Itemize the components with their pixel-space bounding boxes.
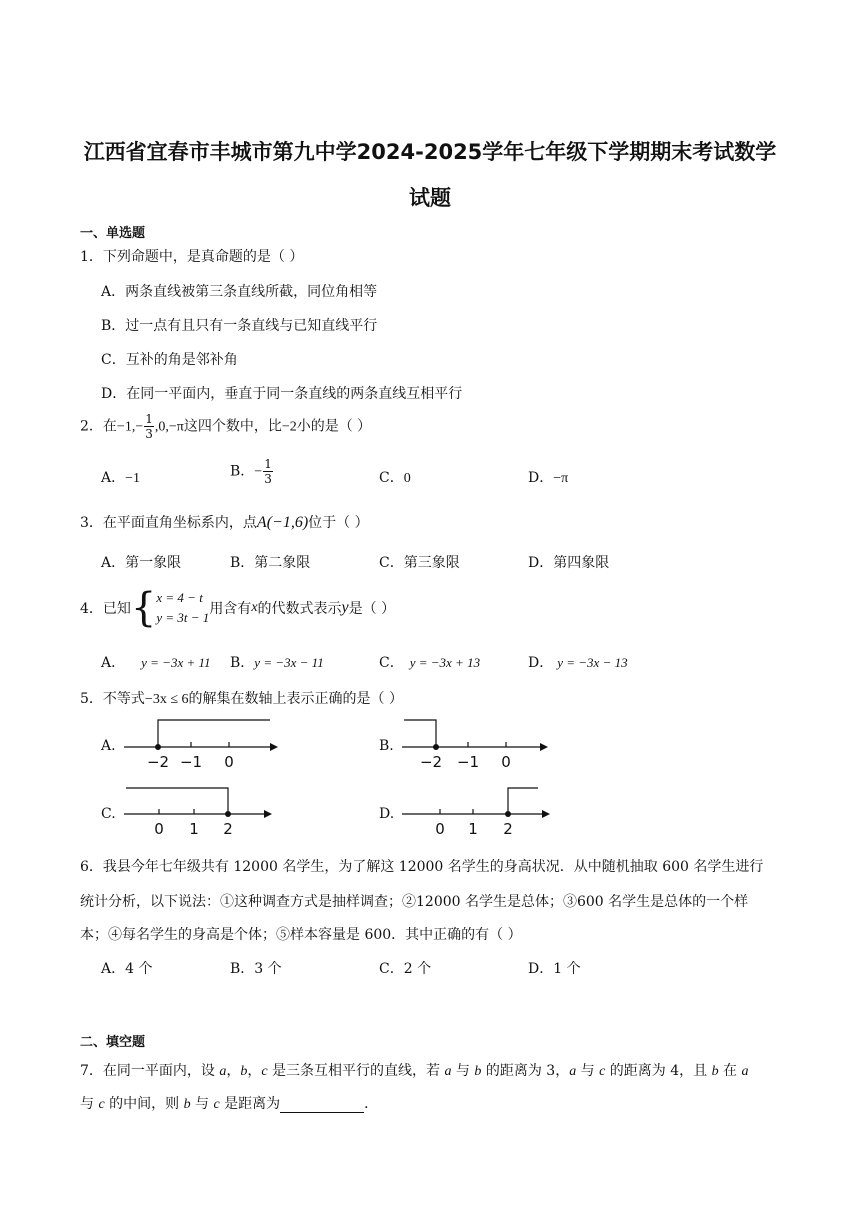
q5-option-c-label: C. <box>101 806 116 822</box>
q2-option-b: B．− $\frac{1}{3}$ <box>230 457 272 486</box>
q1-option-a: A．两条直线被第三条直线所截，同位角相等 <box>101 284 378 300</box>
q7-stem-line2: 与 c 的中间，则 b 与 c 是距离为 ． <box>80 1096 379 1112</box>
q2-option-d: D．−π <box>528 470 569 486</box>
q6-stem-line2: 统计分析，以下说法：①这种调查方式是抽样调查；②12000 名学生是总体；③600 名学生是总体的一个样 <box>80 894 749 910</box>
q6-option-c: C．2 个 <box>379 961 432 977</box>
q6-option-a: A．4 个 <box>101 961 153 977</box>
q5-option-b-number-line <box>398 716 558 776</box>
q4-equation-system: x = 4 − t y = 3t − 1 <box>156 590 210 625</box>
q5c-tick-label: 1 <box>189 820 199 838</box>
q4-stem: 4．已知{ x = 4 − t y = 3t − 1 用含有x的代数式表示y是（ ） <box>80 585 396 631</box>
q5d-tick-label: 0 <box>435 820 445 838</box>
q5b-tick-label: −2 <box>419 753 443 771</box>
q5-option-b-label: B. <box>379 738 394 754</box>
q5-option-a-label: A. <box>101 738 116 754</box>
q6-stem-line3: 本；④每名学生的身高是个体；⑤样本容量是 600．其中正确的有（ ） <box>80 927 522 943</box>
q4-option-d: D． y = −3x − 13 <box>528 655 628 671</box>
q5d-tick-label: 2 <box>503 820 513 838</box>
q5-stem: 5．不等式−3x ≤ 6的解集在数轴上表示正确的是（ ） <box>80 691 403 707</box>
q1-option-d: D．在同一平面内，垂直于同一条直线的两条直线互相平行 <box>101 386 463 402</box>
q6-stem-line1: 6．我县今年七年级共有 12000 名学生，为了解这 12000 名学生的身高状况．从中随机抽取 600 名学生进行 <box>80 859 764 875</box>
q5-option-d-label: D. <box>379 806 395 822</box>
q5-option-a-number-line <box>120 716 280 776</box>
q5a-tick-label: −2 <box>146 753 170 771</box>
q4-option-a: A． y = −3x + 11 <box>101 655 211 671</box>
q5b-tick-label: 0 <box>501 753 511 771</box>
q5c-tick-label: 2 <box>223 820 233 838</box>
q5b-tick-label: −1 <box>456 753 480 771</box>
q5c-tick-label: 0 <box>154 820 164 838</box>
q4-option-b: B．y = −3x − 11 <box>230 655 324 671</box>
q5d-tick-label: 1 <box>468 820 478 838</box>
q3-option-d: D．第四象限 <box>528 555 610 571</box>
q4-brace: { <box>130 585 157 631</box>
q1-stem: 1．下列命题中，是真命题的是（ ） <box>80 249 304 265</box>
q1-option-b: B．过一点有且只有一条直线与已知直线平行 <box>101 318 378 334</box>
q2-option-c: C．0 <box>379 470 411 486</box>
q2-fraction: $\frac{1}{3}$ <box>145 412 153 441</box>
q5a-tick-label: −1 <box>179 753 203 771</box>
q3-option-a: A．第一象限 <box>101 555 182 571</box>
page-title: 江西省宜春市丰城市第九中学2024-2025学年七年级下学期期末考试数学 <box>83 140 777 164</box>
q3-option-b: B．第二象限 <box>230 555 311 571</box>
q1-option-c: C．互补的角是邻补角 <box>101 352 238 368</box>
section-heading-fill-in: 二、填空题 <box>80 1035 146 1050</box>
q3-option-c: C．第三象限 <box>379 555 460 571</box>
q2-stem: 2．在−1,− $\frac{1}{3}$ ,0,−π这四个数中，比−2小的是（ ） <box>80 412 372 441</box>
q4-option-c: C． y = −3x + 13 <box>379 655 481 671</box>
q7-stem-line1: 7．在同一平面内，设 a，b，c 是三条互相平行的直线，若 a 与 b 的距离为 3，a 与 c 的距离为 4，且 b 在 a <box>80 1063 749 1079</box>
q5a-tick-label: 0 <box>224 753 234 771</box>
q5-option-d-number-line <box>398 783 558 843</box>
q7-answer-blank[interactable] <box>280 1098 364 1113</box>
q3-stem: 3．在平面直角坐标系内，点A(−1,6)位于（ ） <box>80 514 369 531</box>
q5-option-c-number-line <box>120 783 280 843</box>
q6-option-d: D．1 个 <box>528 961 581 977</box>
section-heading-single-choice: 一、单选题 <box>80 226 146 241</box>
page-title-line2: 试题 <box>409 186 451 210</box>
q6-option-b: B．3 个 <box>230 961 282 977</box>
q2-option-a: A．−1 <box>101 470 141 486</box>
